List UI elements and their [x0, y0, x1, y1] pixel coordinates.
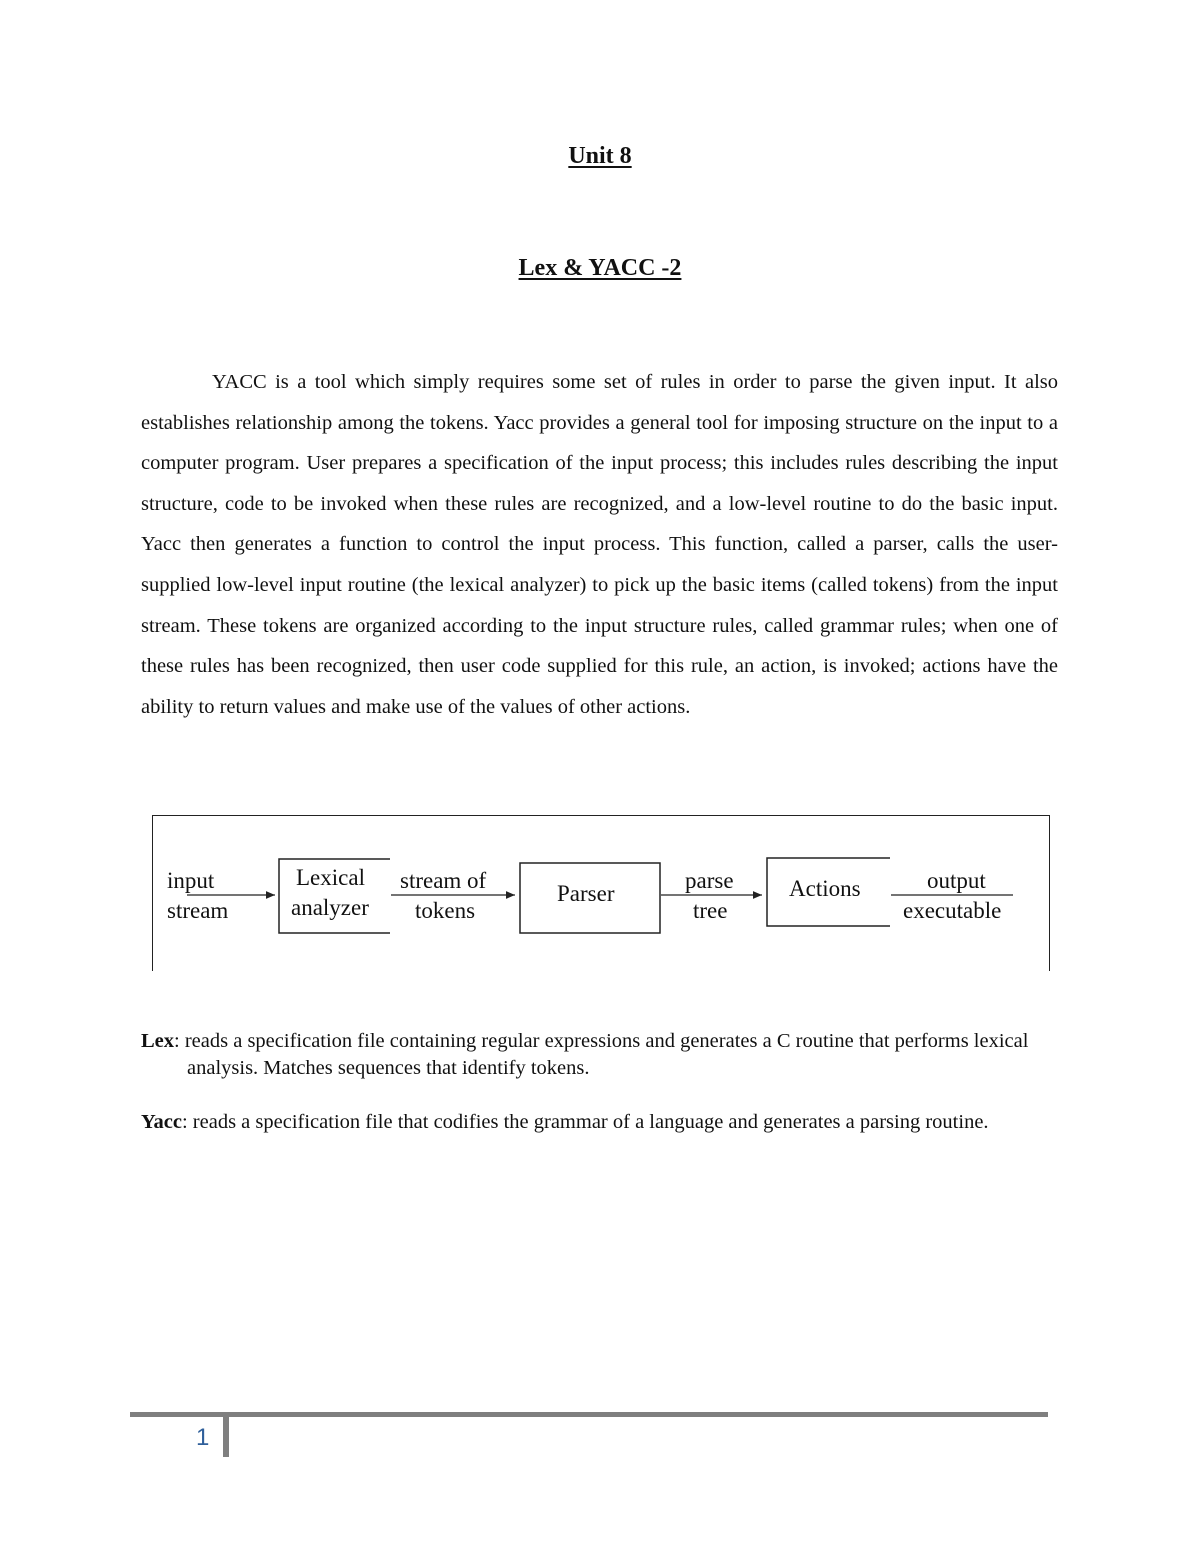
footer-rule [130, 1412, 1048, 1417]
lexer-label-line2: analyzer [291, 895, 369, 920]
yacc-term: Yacc [141, 1111, 182, 1133]
lexer-label-line1: Lexical [296, 865, 365, 890]
lex-text: : reads a specification file containing regular expressions and generates a C routine that performs lexical analysis. Matches sequences that identify tokens. [174, 1030, 1029, 1079]
tokens-label-line1: stream of [400, 868, 487, 893]
pipeline-svg [153, 816, 1051, 972]
footer-divider [223, 1414, 229, 1457]
tokens-label-line2: tokens [415, 898, 476, 923]
lex-term: Lex [141, 1030, 175, 1052]
unit-title: Unit 8 [568, 143, 632, 169]
tree-label-line1: parse [685, 868, 734, 893]
yacc-pipeline-diagram [152, 815, 1050, 971]
actions-label: Actions [789, 876, 861, 901]
input-label-line1: input [167, 868, 215, 893]
input-label-line2: stream [167, 898, 229, 923]
output-label-line2: executable [903, 898, 1002, 923]
page-number: 1 [196, 1424, 210, 1451]
parser-label: Parser [557, 881, 615, 906]
output-label-line1: output [927, 868, 986, 893]
yacc-text: : reads a specification file that codifies the grammar of a language and generates a parsing routine. [181, 1111, 989, 1133]
yacc-definition [141, 1109, 1105, 1136]
intro-paragraph: YACC is a tool which simply requires some set of rules in order to parse the given input. It also establishes relationship among the tokens. Yacc provides a general tool for imposing structure on the input to a computer program. User prepares a specification of the input process; this includes rules describing the input structure, code to be invoked when these rules are recognized, and a low-level routine to do the basic input. Yacc then generates a function to control the input process. This function, called a parser, calls the user-supplied low-level input routine (the lexical analyzer) to pick up the basic items (called tokens) from the input stream. These tokens are organized according to the input structure rules, called grammar rules; when one of these rules has been recognized, then user code supplied for this rule, an action, is invoked; actions have the ability to return values and make use of the values of other actions. [141, 371, 1058, 718]
lex-definition [141, 1028, 1092, 1082]
tree-label-line2: tree [693, 898, 728, 923]
lesson-title: Lex & YACC -2 [518, 255, 682, 281]
